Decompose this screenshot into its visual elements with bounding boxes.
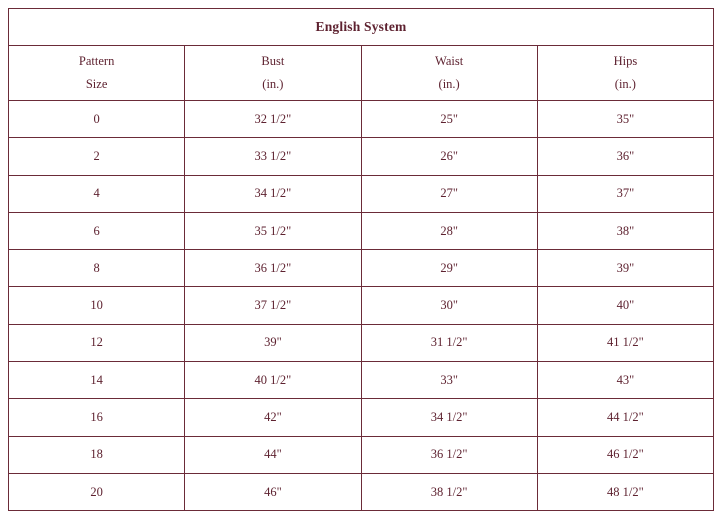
column-header-waist	[361, 46, 537, 101]
column-header-sublabel: Size	[85, 77, 108, 91]
cell-hips: 36"	[537, 138, 713, 175]
cell-pattern-size: 20	[9, 473, 185, 510]
table-row	[9, 473, 714, 510]
cell-pattern-size: 12	[9, 324, 185, 361]
cell-bust: 44"	[185, 436, 361, 473]
column-header-pattern-size	[9, 46, 185, 101]
column-header-sublabel: (in.)	[614, 77, 636, 91]
column-header-sublabel: (in.)	[262, 77, 284, 91]
table-header	[9, 9, 714, 101]
cell-hips: 43"	[537, 362, 713, 399]
table-row	[9, 324, 714, 361]
cell-bust: 36 1/2"	[185, 250, 361, 287]
cell-waist: 38 1/2"	[361, 473, 537, 510]
cell-bust: 34 1/2"	[185, 175, 361, 212]
table-row	[9, 287, 714, 324]
cell-waist: 31 1/2"	[361, 324, 537, 361]
table-row	[9, 175, 714, 212]
cell-hips: 40"	[537, 287, 713, 324]
cell-waist: 33"	[361, 362, 537, 399]
cell-bust: 37 1/2"	[185, 287, 361, 324]
table-row	[9, 212, 714, 249]
table-row	[9, 362, 714, 399]
cell-waist: 29"	[361, 250, 537, 287]
table-row	[9, 436, 714, 473]
cell-bust: 40 1/2"	[185, 362, 361, 399]
table-row	[9, 101, 714, 138]
column-header-label: Bust	[261, 53, 285, 68]
cell-waist: 28"	[361, 212, 537, 249]
size-chart-table	[8, 8, 714, 511]
table-title-row	[9, 9, 714, 46]
cell-waist: 36 1/2"	[361, 436, 537, 473]
cell-pattern-size: 14	[9, 362, 185, 399]
cell-pattern-size: 8	[9, 250, 185, 287]
cell-pattern-size: 4	[9, 175, 185, 212]
cell-bust: 39"	[185, 324, 361, 361]
cell-hips: 35"	[537, 101, 713, 138]
column-header-label: Waist	[435, 53, 464, 68]
cell-waist: 25"	[361, 101, 537, 138]
cell-bust: 42"	[185, 399, 361, 436]
cell-hips: 37"	[537, 175, 713, 212]
cell-bust: 35 1/2"	[185, 212, 361, 249]
cell-waist: 30"	[361, 287, 537, 324]
column-header-label: Hips	[613, 53, 638, 68]
column-header-sublabel: (in.)	[438, 77, 460, 91]
cell-pattern-size: 10	[9, 287, 185, 324]
table-title: English System	[9, 9, 714, 46]
cell-hips: 48 1/2"	[537, 473, 713, 510]
table-row	[9, 399, 714, 436]
table-column-header-row	[9, 46, 714, 101]
column-header-bust	[185, 46, 361, 101]
cell-pattern-size: 16	[9, 399, 185, 436]
cell-pattern-size: 0	[9, 101, 185, 138]
table-row	[9, 250, 714, 287]
cell-pattern-size: 6	[9, 212, 185, 249]
table-row	[9, 138, 714, 175]
cell-waist: 27"	[361, 175, 537, 212]
cell-bust: 32 1/2"	[185, 101, 361, 138]
cell-hips: 41 1/2"	[537, 324, 713, 361]
cell-hips: 38"	[537, 212, 713, 249]
table-body	[9, 101, 714, 511]
cell-waist: 34 1/2"	[361, 399, 537, 436]
column-header-hips	[537, 46, 713, 101]
cell-waist: 26"	[361, 138, 537, 175]
cell-bust: 46"	[185, 473, 361, 510]
cell-pattern-size: 18	[9, 436, 185, 473]
column-header-label: Pattern	[78, 53, 115, 68]
cell-bust: 33 1/2"	[185, 138, 361, 175]
cell-hips: 44 1/2"	[537, 399, 713, 436]
cell-hips: 46 1/2"	[537, 436, 713, 473]
cell-pattern-size: 2	[9, 138, 185, 175]
cell-hips: 39"	[537, 250, 713, 287]
